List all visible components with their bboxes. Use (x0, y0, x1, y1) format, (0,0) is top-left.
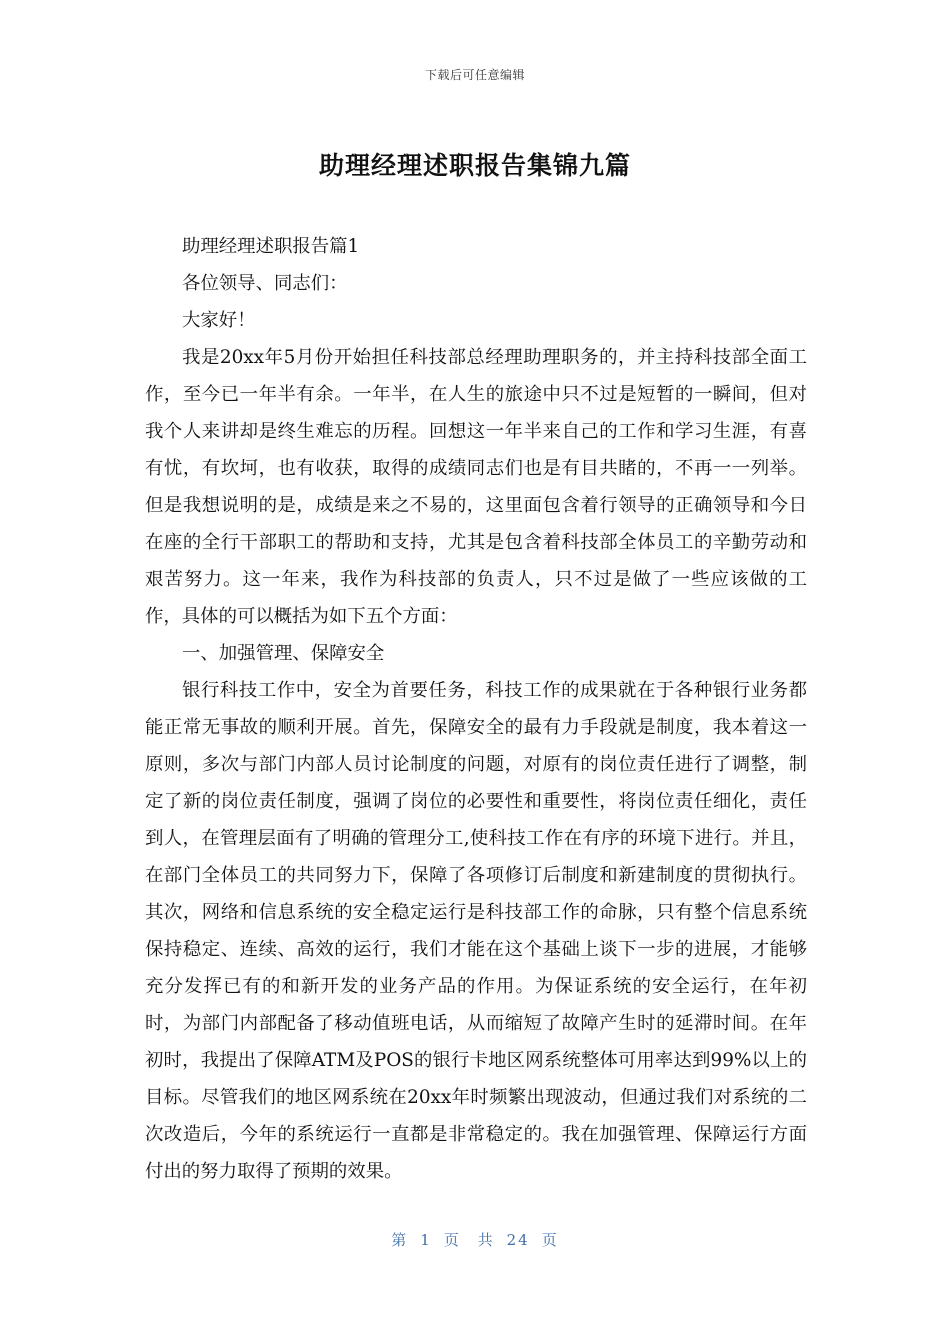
footer-middle: 页 共 (443, 1231, 495, 1249)
header-note: 下载后可任意编辑 (424, 68, 525, 82)
document-body (145, 228, 807, 1190)
body-paragraph: 银行科技工作中，安全为首要任务，科技工作的成果就在于各种银行业务都能正常无事故的顺利开展。首先，保障安全的最有力手段就是制度，我本着这一原则，多次与部门内部人员讨论制度的问题，对原有的岗位责任进行了调整，制定了新的岗位责任制度，强调了岗位的必要性和重要性，将岗位责任细化，责任到人，在管理层面有了明确的管理分工,使科技工作在有序的环境下进行。并且，在部门全体员工的共同努力下，保障了各项修订后制度和新建制度的贯彻执行。其次，网络和信息系统的安全稳定运行是科技部工作的命脉，只有整个信息系统保持稳定、连续、高效的运行，我们才能在这个基础上谈下一步的进展，才能够充分发挥已有的和新开发的业务产品的作用。为保证系统的安全运行，在年初时，为部门内部配备了移动值班电话，从而缩短了故障产生时的延滞时间。在年初时，我提出了保障ATM及POS的银行卡地区网系统整体可用率达到99%以上的目标。尽管我们的地区网系统在20xx年时频繁出现波动，但通过我们对系统的二次改造后，今年的系统运行一直都是非常稳定的。我在加强管理、保障运行方面付出的努力取得了预期的效果。 (145, 680, 807, 1182)
document-title: 助理经理述职报告集锦九篇 (318, 151, 631, 180)
salutation: 各位领导、同志们： (182, 273, 348, 294)
footer-prefix: 第 (391, 1231, 409, 1249)
body-paragraph: 我是20xx年5月份开始担任科技部总经理助理职务的，并主持科技部全面工作，至今已一年半有余。一年半，在人生的旅途中只不过是短暂的一瞬间，但对我个人来讲却是终生难忘的历程。回想这一年半来自己的工作和学习生涯，有喜有忧，有坎坷，也有收获，取得的成绩同志们也是有目共睹的，不再一一列举。但是我想说明的是，成绩是来之不易的，这里面包含着行领导的正确领导和今日在座的全行干部职工的帮助和支持，尤其是包含着科技部全体员工的辛勤劳动和艰苦努力。这一年来，我作为科技部的负责人，只不过是做了一些应该做的工作，具体的可以概括为如下五个方面： (145, 347, 807, 627)
greeting: 大家好！ (182, 310, 256, 331)
current-page-number: 1 (420, 1231, 432, 1249)
section-heading: 助理经理述职报告篇1 (182, 236, 360, 257)
subsection-heading: 一、加强管理、保障安全 (182, 643, 385, 664)
page-footer (0, 1229, 950, 1250)
total-pages-number: 24 (506, 1231, 530, 1249)
footer-suffix: 页 (541, 1231, 559, 1249)
